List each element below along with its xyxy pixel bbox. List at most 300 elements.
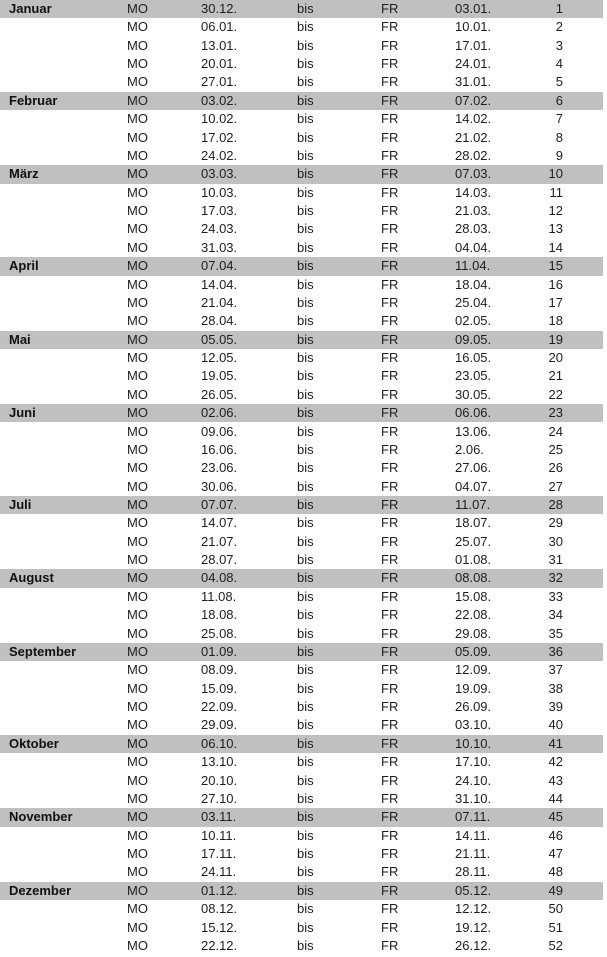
start-weekday: MO	[127, 294, 148, 310]
end-weekday: FR	[381, 129, 399, 145]
week-number: 17	[548, 294, 563, 310]
week-number: 52	[548, 937, 563, 953]
end-weekday: FR	[381, 717, 399, 733]
week-number: 51	[548, 919, 563, 935]
end-weekday: FR	[381, 588, 399, 604]
week-number: 31	[548, 552, 563, 568]
start-date: 23.06.	[201, 460, 238, 476]
end-date: 24.01.	[455, 56, 492, 72]
start-weekday: MO	[127, 496, 148, 512]
end-weekday: FR	[381, 478, 399, 494]
end-weekday: FR	[381, 19, 399, 35]
table-row	[0, 73, 603, 91]
range-separator: bis	[297, 111, 314, 127]
range-separator: bis	[297, 772, 314, 788]
range-separator: bis	[297, 827, 314, 843]
week-number: 10	[548, 166, 563, 182]
range-separator: bis	[297, 864, 314, 880]
end-weekday: FR	[381, 350, 399, 366]
table-row	[0, 478, 603, 496]
end-date: 08.08.	[455, 570, 492, 586]
table-row	[0, 312, 603, 330]
week-number: 12	[548, 203, 563, 219]
end-date: 19.09.	[455, 680, 492, 696]
week-number: 48	[548, 864, 563, 880]
end-date: 06.06.	[455, 405, 492, 421]
start-date: 14.04.	[201, 276, 238, 292]
end-weekday: FR	[381, 460, 399, 476]
range-separator: bis	[297, 239, 314, 255]
end-weekday: FR	[381, 496, 399, 512]
end-date: 01.08.	[455, 552, 492, 568]
end-weekday: FR	[381, 331, 399, 347]
start-date: 28.07.	[201, 552, 238, 568]
start-weekday: MO	[127, 184, 148, 200]
table-row	[0, 147, 603, 165]
end-date: 28.11.	[455, 864, 491, 880]
month-header-row	[0, 569, 603, 587]
week-number: 42	[548, 754, 563, 770]
end-date: 05.12.	[455, 882, 492, 898]
table-row	[0, 753, 603, 771]
end-date: 02.05.	[455, 313, 492, 329]
week-number: 27	[548, 478, 563, 494]
end-date: 21.03.	[455, 203, 492, 219]
start-date: 20.01.	[201, 56, 238, 72]
start-weekday: MO	[127, 239, 148, 255]
table-row	[0, 129, 603, 147]
start-weekday: MO	[127, 680, 148, 696]
week-number: 4	[555, 56, 563, 72]
start-date: 02.06.	[201, 405, 238, 421]
start-weekday: MO	[127, 643, 148, 659]
start-weekday: MO	[127, 735, 148, 751]
range-separator: bis	[297, 423, 314, 439]
week-number: 13	[548, 221, 563, 237]
range-separator: bis	[297, 607, 314, 623]
start-date: 20.10.	[201, 772, 238, 788]
start-date: 12.05.	[201, 350, 238, 366]
month-header-row	[0, 257, 603, 275]
end-weekday: FR	[381, 735, 399, 751]
end-date: 26.12.	[455, 937, 492, 953]
month-label: November	[9, 809, 73, 825]
table-row	[0, 294, 603, 312]
end-weekday: FR	[381, 147, 399, 163]
start-date: 15.09.	[201, 680, 238, 696]
end-weekday: FR	[381, 809, 399, 825]
month-header-row	[0, 92, 603, 110]
month-label: Oktober	[9, 735, 59, 751]
start-date: 08.09.	[201, 662, 238, 678]
range-separator: bis	[297, 717, 314, 733]
table-row	[0, 367, 603, 385]
month-label: Dezember	[9, 882, 72, 898]
start-date: 22.12.	[201, 937, 238, 953]
start-weekday: MO	[127, 423, 148, 439]
end-weekday: FR	[381, 662, 399, 678]
start-weekday: MO	[127, 699, 148, 715]
table-row	[0, 202, 603, 220]
end-weekday: FR	[381, 276, 399, 292]
start-date: 30.12.	[201, 1, 238, 16]
week-number: 5	[555, 74, 563, 90]
end-date: 18.07.	[455, 515, 492, 531]
start-date: 26.05.	[201, 386, 238, 402]
range-separator: bis	[297, 92, 314, 108]
table-row	[0, 606, 603, 624]
start-date: 17.11.	[201, 846, 237, 862]
month-label: Januar	[9, 1, 52, 16]
week-number: 11	[549, 184, 563, 200]
start-date: 11.08.	[201, 588, 237, 604]
start-date: 14.07.	[201, 515, 238, 531]
table-row	[0, 239, 603, 257]
start-weekday: MO	[127, 846, 148, 862]
end-weekday: FR	[381, 937, 399, 953]
month-header-row	[0, 882, 603, 900]
end-weekday: FR	[381, 643, 399, 659]
start-date: 03.11.	[201, 809, 237, 825]
month-label: Juni	[9, 405, 36, 421]
start-date: 03.02.	[201, 92, 238, 108]
table-row	[0, 919, 603, 937]
start-weekday: MO	[127, 552, 148, 568]
end-weekday: FR	[381, 368, 399, 384]
start-weekday: MO	[127, 111, 148, 127]
end-weekday: FR	[381, 552, 399, 568]
week-number: 43	[548, 772, 563, 788]
month-header-row	[0, 404, 603, 422]
range-separator: bis	[297, 588, 314, 604]
start-weekday: MO	[127, 809, 148, 825]
start-date: 27.01.	[201, 74, 238, 90]
start-weekday: MO	[127, 37, 148, 53]
table-row	[0, 845, 603, 863]
start-date: 10.03.	[201, 184, 238, 200]
end-date: 11.04.	[455, 258, 491, 274]
range-separator: bis	[297, 147, 314, 163]
week-number: 35	[548, 625, 563, 641]
start-date: 18.08.	[201, 607, 238, 623]
start-weekday: MO	[127, 570, 148, 586]
week-number: 45	[548, 809, 563, 825]
range-separator: bis	[297, 221, 314, 237]
table-row	[0, 698, 603, 716]
range-separator: bis	[297, 478, 314, 494]
table-row	[0, 588, 603, 606]
end-weekday: FR	[381, 607, 399, 623]
end-date: 13.06.	[455, 423, 492, 439]
start-weekday: MO	[127, 74, 148, 90]
week-number: 33	[548, 588, 563, 604]
week-number: 50	[548, 901, 563, 917]
end-weekday: FR	[381, 570, 399, 586]
end-weekday: FR	[381, 515, 399, 531]
month-label: Mai	[9, 331, 31, 347]
end-date: 28.02.	[455, 147, 492, 163]
start-date: 19.05.	[201, 368, 238, 384]
month-label: April	[9, 258, 39, 274]
month-header-row	[0, 735, 603, 753]
end-weekday: FR	[381, 864, 399, 880]
week-number: 21	[548, 368, 563, 384]
table-row	[0, 790, 603, 808]
end-date: 12.09.	[455, 662, 492, 678]
start-weekday: MO	[127, 790, 148, 806]
range-separator: bis	[297, 276, 314, 292]
range-separator: bis	[297, 680, 314, 696]
start-date: 27.10.	[201, 790, 238, 806]
start-weekday: MO	[127, 515, 148, 531]
end-weekday: FR	[381, 111, 399, 127]
week-number: 15	[548, 258, 563, 274]
table-row	[0, 220, 603, 238]
end-weekday: FR	[381, 203, 399, 219]
end-date: 12.12.	[455, 901, 492, 917]
start-weekday: MO	[127, 882, 148, 898]
table-row	[0, 276, 603, 294]
start-date: 29.09.	[201, 717, 238, 733]
end-date: 07.03.	[455, 166, 492, 182]
end-date: 29.08.	[455, 625, 492, 641]
start-date: 04.08.	[201, 570, 238, 586]
week-number: 30	[548, 533, 563, 549]
end-weekday: FR	[381, 37, 399, 53]
end-date: 15.08.	[455, 588, 492, 604]
end-date: 21.11.	[455, 846, 491, 862]
table-row	[0, 716, 603, 734]
start-date: 28.04.	[201, 313, 238, 329]
end-date: 18.04.	[455, 276, 492, 292]
start-weekday: MO	[127, 166, 148, 182]
start-date: 22.09.	[201, 699, 238, 715]
end-date: 14.11.	[455, 827, 491, 843]
start-weekday: MO	[127, 827, 148, 843]
month-header-row	[0, 0, 603, 18]
range-separator: bis	[297, 937, 314, 953]
week-number: 44	[548, 790, 563, 806]
start-date: 25.08.	[201, 625, 238, 641]
table-row	[0, 533, 603, 551]
week-number: 49	[548, 882, 563, 898]
start-date: 17.02.	[201, 129, 238, 145]
table-row	[0, 900, 603, 918]
week-number: 16	[548, 276, 563, 292]
range-separator: bis	[297, 56, 314, 72]
end-weekday: FR	[381, 221, 399, 237]
range-separator: bis	[297, 533, 314, 549]
range-separator: bis	[297, 405, 314, 421]
start-date: 30.06.	[201, 478, 238, 494]
start-weekday: MO	[127, 919, 148, 935]
range-separator: bis	[297, 203, 314, 219]
end-date: 10.10.	[455, 735, 492, 751]
week-number: 39	[548, 699, 563, 715]
start-date: 09.06.	[201, 423, 238, 439]
table-row	[0, 863, 603, 881]
start-weekday: MO	[127, 478, 148, 494]
month-label: Juli	[9, 496, 32, 512]
start-weekday: MO	[127, 56, 148, 72]
range-separator: bis	[297, 662, 314, 678]
end-date: 24.10.	[455, 772, 492, 788]
week-number: 34	[548, 607, 563, 623]
range-separator: bis	[297, 441, 314, 457]
table-row	[0, 18, 603, 36]
week-number: 6	[555, 92, 563, 108]
start-weekday: MO	[127, 221, 148, 237]
week-number: 28	[548, 496, 563, 512]
week-number: 47	[548, 846, 563, 862]
range-separator: bis	[297, 313, 314, 329]
end-weekday: FR	[381, 423, 399, 439]
end-date: 25.04.	[455, 294, 492, 310]
end-date: 17.10.	[455, 754, 492, 770]
week-number: 9	[555, 147, 563, 163]
end-weekday: FR	[381, 846, 399, 862]
end-date: 19.12.	[455, 919, 492, 935]
end-weekday: FR	[381, 882, 399, 898]
end-weekday: FR	[381, 680, 399, 696]
end-weekday: FR	[381, 790, 399, 806]
end-weekday: FR	[381, 74, 399, 90]
table-row	[0, 459, 603, 477]
end-weekday: FR	[381, 919, 399, 935]
start-date: 07.07.	[201, 496, 238, 512]
start-date: 06.01.	[201, 19, 238, 35]
range-separator: bis	[297, 570, 314, 586]
start-date: 16.06.	[201, 441, 238, 457]
table-row	[0, 551, 603, 569]
table-row	[0, 184, 603, 202]
end-weekday: FR	[381, 699, 399, 715]
start-weekday: MO	[127, 937, 148, 953]
range-separator: bis	[297, 919, 314, 935]
start-weekday: MO	[127, 533, 148, 549]
end-weekday: FR	[381, 405, 399, 421]
end-weekday: FR	[381, 772, 399, 788]
start-weekday: MO	[127, 607, 148, 623]
end-date: 23.05.	[455, 368, 492, 384]
week-number: 18	[548, 313, 563, 329]
table-row	[0, 680, 603, 698]
end-date: 27.06.	[455, 460, 492, 476]
month-label: März	[9, 166, 39, 182]
week-number: 20	[548, 350, 563, 366]
start-weekday: MO	[127, 1, 148, 16]
range-separator: bis	[297, 460, 314, 476]
end-date: 14.02.	[455, 111, 492, 127]
range-separator: bis	[297, 754, 314, 770]
start-date: 03.03.	[201, 166, 238, 182]
end-weekday: FR	[381, 441, 399, 457]
table-row	[0, 827, 603, 845]
end-date: 26.09.	[455, 699, 492, 715]
week-number: 8	[555, 129, 563, 145]
end-date: 17.01.	[455, 37, 492, 53]
end-date: 22.08.	[455, 607, 492, 623]
start-weekday: MO	[127, 129, 148, 145]
start-date: 21.07.	[201, 533, 238, 549]
start-weekday: MO	[127, 588, 148, 604]
table-row	[0, 514, 603, 532]
table-row	[0, 423, 603, 441]
end-date: 05.09.	[455, 643, 492, 659]
week-number: 24	[548, 423, 563, 439]
range-separator: bis	[297, 129, 314, 145]
start-weekday: MO	[127, 19, 148, 35]
end-weekday: FR	[381, 754, 399, 770]
start-date: 31.03.	[201, 239, 238, 255]
week-number: 26	[548, 460, 563, 476]
end-weekday: FR	[381, 386, 399, 402]
end-date: 04.07.	[455, 478, 492, 494]
table-row	[0, 110, 603, 128]
start-weekday: MO	[127, 441, 148, 457]
table-row	[0, 625, 603, 643]
start-weekday: MO	[127, 147, 148, 163]
month-label: September	[9, 643, 77, 659]
start-date: 24.02.	[201, 147, 238, 163]
week-number: 46	[548, 827, 563, 843]
week-number: 7	[555, 111, 563, 127]
range-separator: bis	[297, 882, 314, 898]
range-separator: bis	[297, 386, 314, 402]
end-date: 21.02.	[455, 129, 492, 145]
end-date: 04.04.	[455, 239, 492, 255]
table-row	[0, 661, 603, 679]
start-weekday: MO	[127, 386, 148, 402]
start-date: 13.01.	[201, 37, 238, 53]
end-weekday: FR	[381, 239, 399, 255]
start-weekday: MO	[127, 405, 148, 421]
start-weekday: MO	[127, 276, 148, 292]
table-row	[0, 386, 603, 404]
end-date: 03.10.	[455, 717, 492, 733]
end-weekday: FR	[381, 166, 399, 182]
range-separator: bis	[297, 643, 314, 659]
start-date: 07.04.	[201, 258, 238, 274]
month-header-row	[0, 496, 603, 514]
week-number: 25	[548, 441, 563, 457]
end-date: 10.01.	[455, 19, 492, 35]
table-row	[0, 37, 603, 55]
end-weekday: FR	[381, 92, 399, 108]
week-number: 19	[548, 331, 563, 347]
end-date: 07.02.	[455, 92, 492, 108]
range-separator: bis	[297, 19, 314, 35]
range-separator: bis	[297, 735, 314, 751]
end-date: 11.07.	[455, 496, 491, 512]
range-separator: bis	[297, 331, 314, 347]
start-weekday: MO	[127, 350, 148, 366]
start-date: 21.04.	[201, 294, 238, 310]
start-weekday: MO	[127, 92, 148, 108]
start-weekday: MO	[127, 772, 148, 788]
week-number: 36	[548, 643, 563, 659]
week-number: 3	[555, 37, 563, 53]
start-date: 13.10.	[201, 754, 238, 770]
month-header-row	[0, 808, 603, 826]
range-separator: bis	[297, 37, 314, 53]
start-date: 10.11.	[201, 827, 237, 843]
start-weekday: MO	[127, 313, 148, 329]
end-date: 30.05.	[455, 386, 492, 402]
range-separator: bis	[297, 368, 314, 384]
start-date: 17.03.	[201, 203, 238, 219]
range-separator: bis	[297, 166, 314, 182]
